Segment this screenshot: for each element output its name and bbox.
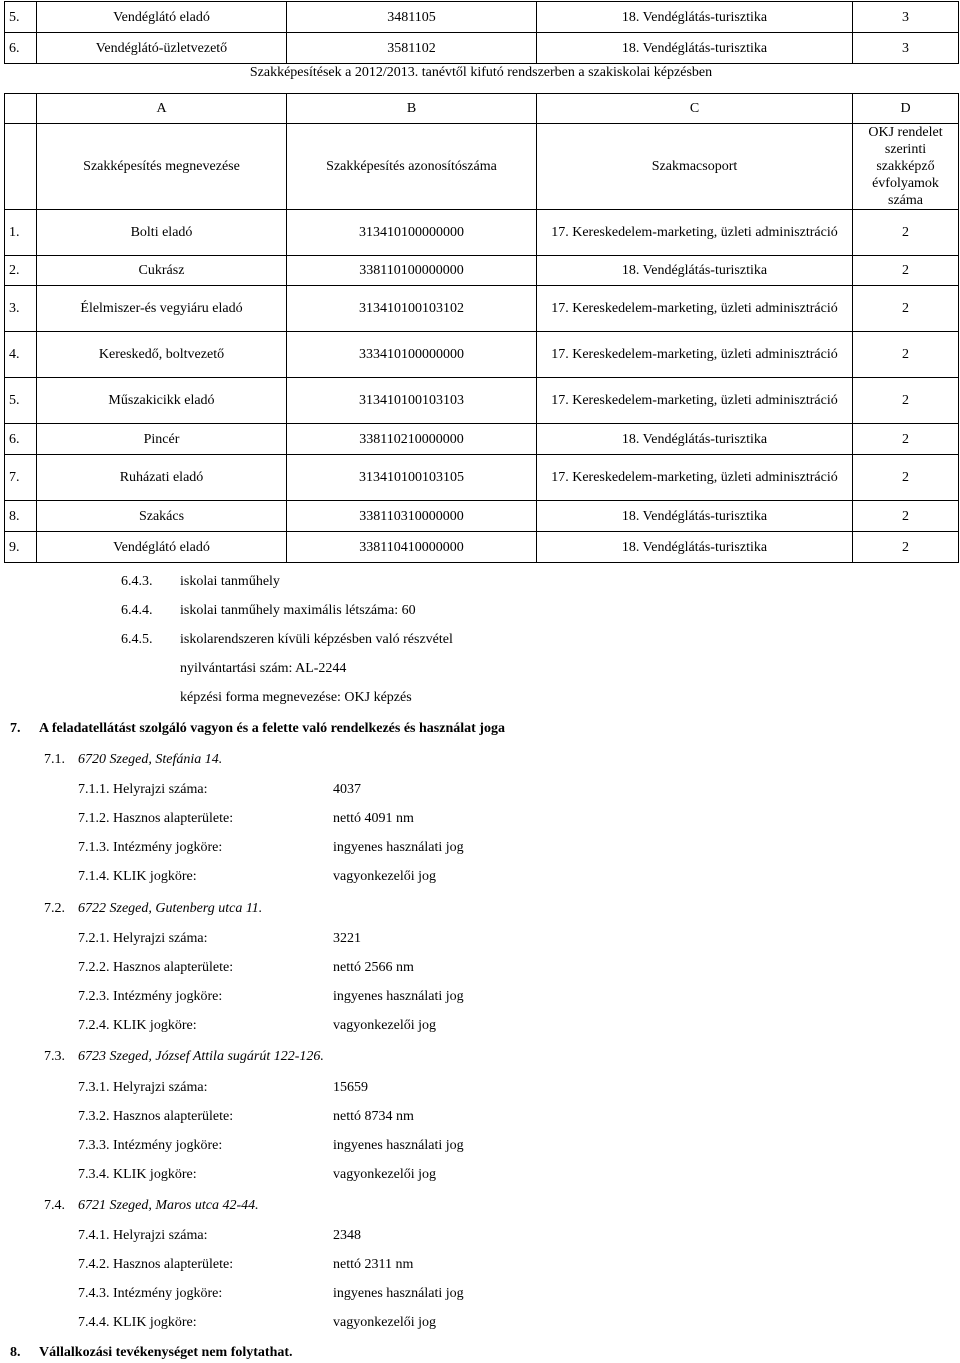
property-value: 4037 bbox=[333, 782, 361, 797]
table-row bbox=[5, 378, 959, 424]
table-row bbox=[5, 2, 959, 33]
column-letter: C bbox=[537, 94, 853, 124]
qualification-group: 17. Kereskedelem-marketing, üzleti adminisztráció bbox=[537, 286, 853, 332]
empty-cell bbox=[5, 124, 37, 210]
property-label: 7.1.4. KLIK jogköre: bbox=[78, 869, 197, 884]
row-number: 4. bbox=[5, 332, 37, 378]
property-value: nettó 8734 nm bbox=[333, 1109, 414, 1124]
row-number: 5. bbox=[5, 2, 37, 33]
column-header: Szakképesítés megnevezése bbox=[37, 124, 287, 210]
property-label: 7.4.1. Helyrajzi száma: bbox=[78, 1228, 208, 1243]
section-text: iskolarendszeren kívüli képzésben való részvétel bbox=[180, 632, 453, 647]
column-header: Szakképesítés azonosítószáma bbox=[287, 124, 537, 210]
column-letter: B bbox=[287, 94, 537, 124]
property-value: 15659 bbox=[333, 1080, 368, 1095]
years-count: 2 bbox=[853, 501, 959, 532]
column-letters-row bbox=[5, 94, 959, 124]
row-number: 3. bbox=[5, 286, 37, 332]
qualifications-table bbox=[4, 93, 959, 563]
qualification-code: 313410100103103 bbox=[287, 378, 537, 424]
table-row bbox=[5, 455, 959, 501]
property-label: 7.3.2. Hasznos alapterülete: bbox=[78, 1109, 234, 1124]
table-row bbox=[5, 256, 959, 286]
qualification-code: 333410100000000 bbox=[287, 332, 537, 378]
property-label: 7.3.3. Intézmény jogköre: bbox=[78, 1138, 223, 1153]
qualification-name: Pincér bbox=[37, 424, 287, 455]
section-heading: Vállalkozási tevékenységet nem folytathat. bbox=[39, 1345, 293, 1360]
property-label: 7.4.3. Intézmény jogköre: bbox=[78, 1286, 223, 1301]
column-letter: A bbox=[37, 94, 287, 124]
years-count: 3 bbox=[853, 33, 959, 64]
qualification-group: 17. Kereskedelem-marketing, üzleti adminisztráció bbox=[537, 210, 853, 256]
qualification-code: 313410100000000 bbox=[287, 210, 537, 256]
property-address: 6722 Szeged, Gutenberg utca 11. bbox=[78, 901, 263, 916]
empty-cell bbox=[5, 94, 37, 124]
qualification-group: 17. Kereskedelem-marketing, üzleti adminisztráció bbox=[537, 332, 853, 378]
qualification-name: Vendéglátó eladó bbox=[37, 532, 287, 563]
qualification-name: Szakács bbox=[37, 501, 287, 532]
section-text: iskolai tanműhely bbox=[180, 574, 280, 589]
section-number: 6.4.4. bbox=[121, 603, 153, 618]
row-number: 9. bbox=[5, 532, 37, 563]
qualification-name: Vendéglátó-üzletvezető bbox=[37, 33, 287, 64]
qualification-group: 18. Vendéglátás-turisztika bbox=[537, 256, 853, 286]
qualification-group: 18. Vendéglátás-turisztika bbox=[537, 2, 853, 33]
property-value: vagyonkezelői jog bbox=[333, 1315, 437, 1330]
years-count: 2 bbox=[853, 332, 959, 378]
section-text: iskolai tanműhely maximális létszáma: 60 bbox=[180, 603, 416, 618]
registration-number: nyilvántartási szám: AL-2244 bbox=[180, 661, 347, 676]
qualification-name: Bolti eladó bbox=[37, 210, 287, 256]
table-row bbox=[5, 33, 959, 64]
property-label: 7.1.3. Intézmény jogköre: bbox=[78, 840, 223, 855]
property-value: vagyonkezelői jog bbox=[333, 1018, 437, 1033]
property-label: 7.3.1. Helyrajzi száma: bbox=[78, 1080, 208, 1095]
qualification-code: 338110310000000 bbox=[287, 501, 537, 532]
row-number: 6. bbox=[5, 424, 37, 455]
property-label: 7.1.1. Helyrajzi száma: bbox=[78, 782, 208, 797]
table-row bbox=[5, 332, 959, 378]
qualification-group: 17. Kereskedelem-marketing, üzleti adminisztráció bbox=[537, 455, 853, 501]
years-count: 3 bbox=[853, 2, 959, 33]
column-letter: D bbox=[853, 94, 959, 124]
qualification-name: Műszakicikk eladó bbox=[37, 378, 287, 424]
property-value: 3221 bbox=[333, 931, 361, 946]
property-label: 7.1.2. Hasznos alapterülete: bbox=[78, 811, 234, 826]
property-label: 7.3.4. KLIK jogköre: bbox=[78, 1167, 197, 1182]
table-row bbox=[5, 210, 959, 256]
qualification-name: Cukrász bbox=[37, 256, 287, 286]
years-count: 2 bbox=[853, 210, 959, 256]
qualification-code: 313410100103105 bbox=[287, 455, 537, 501]
years-count: 2 bbox=[853, 424, 959, 455]
property-value: ingyenes használati jog bbox=[333, 1138, 464, 1153]
property-label: 7.4.2. Hasznos alapterülete: bbox=[78, 1257, 234, 1272]
table-caption: Szakképesítések a 2012/2013. tanévtől kifutó rendszerben a szakiskolai képzésben bbox=[249, 65, 713, 80]
continuation-table bbox=[4, 1, 959, 64]
qualification-code: 338110210000000 bbox=[287, 424, 537, 455]
table-row bbox=[5, 501, 959, 532]
qualification-name: Vendéglátó eladó bbox=[37, 2, 287, 33]
table-row bbox=[5, 286, 959, 332]
column-header: OKJ rendelet szerinti szakképző évfolyamok száma bbox=[853, 124, 959, 210]
qualification-code: 3581102 bbox=[287, 33, 537, 64]
property-value: nettó 4091 nm bbox=[333, 811, 414, 826]
years-count: 2 bbox=[853, 256, 959, 286]
row-number: 8. bbox=[5, 501, 37, 532]
section-number: 6.4.3. bbox=[121, 574, 153, 589]
qualification-group: 18. Vendéglátás-turisztika bbox=[537, 532, 853, 563]
qualification-group: 18. Vendéglátás-turisztika bbox=[537, 424, 853, 455]
property-value: ingyenes használati jog bbox=[333, 989, 464, 1004]
property-address: 6723 Szeged, József Attila sugárút 122-126. bbox=[78, 1049, 324, 1064]
qualification-name: Ruházati eladó bbox=[37, 455, 287, 501]
qualification-code: 3481105 bbox=[287, 2, 537, 33]
property-value: 2348 bbox=[333, 1228, 361, 1243]
property-address: 6721 Szeged, Maros utca 42-44. bbox=[78, 1198, 259, 1213]
property-number: 7.3. bbox=[44, 1049, 65, 1064]
qualification-code: 313410100103102 bbox=[287, 286, 537, 332]
qualification-group: 18. Vendéglátás-turisztika bbox=[537, 501, 853, 532]
qualification-code: 338110410000000 bbox=[287, 532, 537, 563]
property-value: vagyonkezelői jog bbox=[333, 869, 437, 884]
section-heading: A feladatellátást szolgáló vagyon és a felette való rendelkezés és használat joga bbox=[39, 721, 505, 736]
qualification-code: 338110100000000 bbox=[287, 256, 537, 286]
property-number: 7.2. bbox=[44, 901, 65, 916]
section-number: 6.4.5. bbox=[121, 632, 153, 647]
property-label: 7.4.4. KLIK jogköre: bbox=[78, 1315, 197, 1330]
property-value: ingyenes használati jog bbox=[333, 1286, 464, 1301]
column-header: Szakmacsoport bbox=[537, 124, 853, 210]
years-count: 2 bbox=[853, 286, 959, 332]
property-value: nettó 2311 nm bbox=[333, 1257, 414, 1272]
row-number: 2. bbox=[5, 256, 37, 286]
header-row bbox=[5, 124, 959, 210]
property-label: 7.2.1. Helyrajzi száma: bbox=[78, 931, 208, 946]
property-number: 7.4. bbox=[44, 1198, 65, 1213]
qualification-name: Élelmiszer-és vegyiáru eladó bbox=[37, 286, 287, 332]
property-number: 7.1. bbox=[44, 752, 65, 767]
table-row bbox=[5, 424, 959, 455]
section-number: 7. bbox=[10, 721, 21, 736]
years-count: 2 bbox=[853, 532, 959, 563]
section-number: 8. bbox=[10, 1345, 21, 1360]
qualification-name: Kereskedő, boltvezető bbox=[37, 332, 287, 378]
qualification-group: 18. Vendéglátás-turisztika bbox=[537, 33, 853, 64]
years-count: 2 bbox=[853, 455, 959, 501]
row-number: 5. bbox=[5, 378, 37, 424]
years-count: 2 bbox=[853, 378, 959, 424]
property-value: ingyenes használati jog bbox=[333, 840, 464, 855]
property-label: 7.2.4. KLIK jogköre: bbox=[78, 1018, 197, 1033]
table-row bbox=[5, 532, 959, 563]
training-form: képzési forma megnevezése: OKJ képzés bbox=[180, 690, 412, 705]
property-label: 7.2.3. Intézmény jogköre: bbox=[78, 989, 223, 1004]
property-value: nettó 2566 nm bbox=[333, 960, 414, 975]
property-address: 6720 Szeged, Stefánia 14. bbox=[78, 752, 223, 767]
qualification-group: 17. Kereskedelem-marketing, üzleti adminisztráció bbox=[537, 378, 853, 424]
row-number: 6. bbox=[5, 33, 37, 64]
property-value: vagyonkezelői jog bbox=[333, 1167, 437, 1182]
row-number: 1. bbox=[5, 210, 37, 256]
row-number: 7. bbox=[5, 455, 37, 501]
property-label: 7.2.2. Hasznos alapterülete: bbox=[78, 960, 234, 975]
